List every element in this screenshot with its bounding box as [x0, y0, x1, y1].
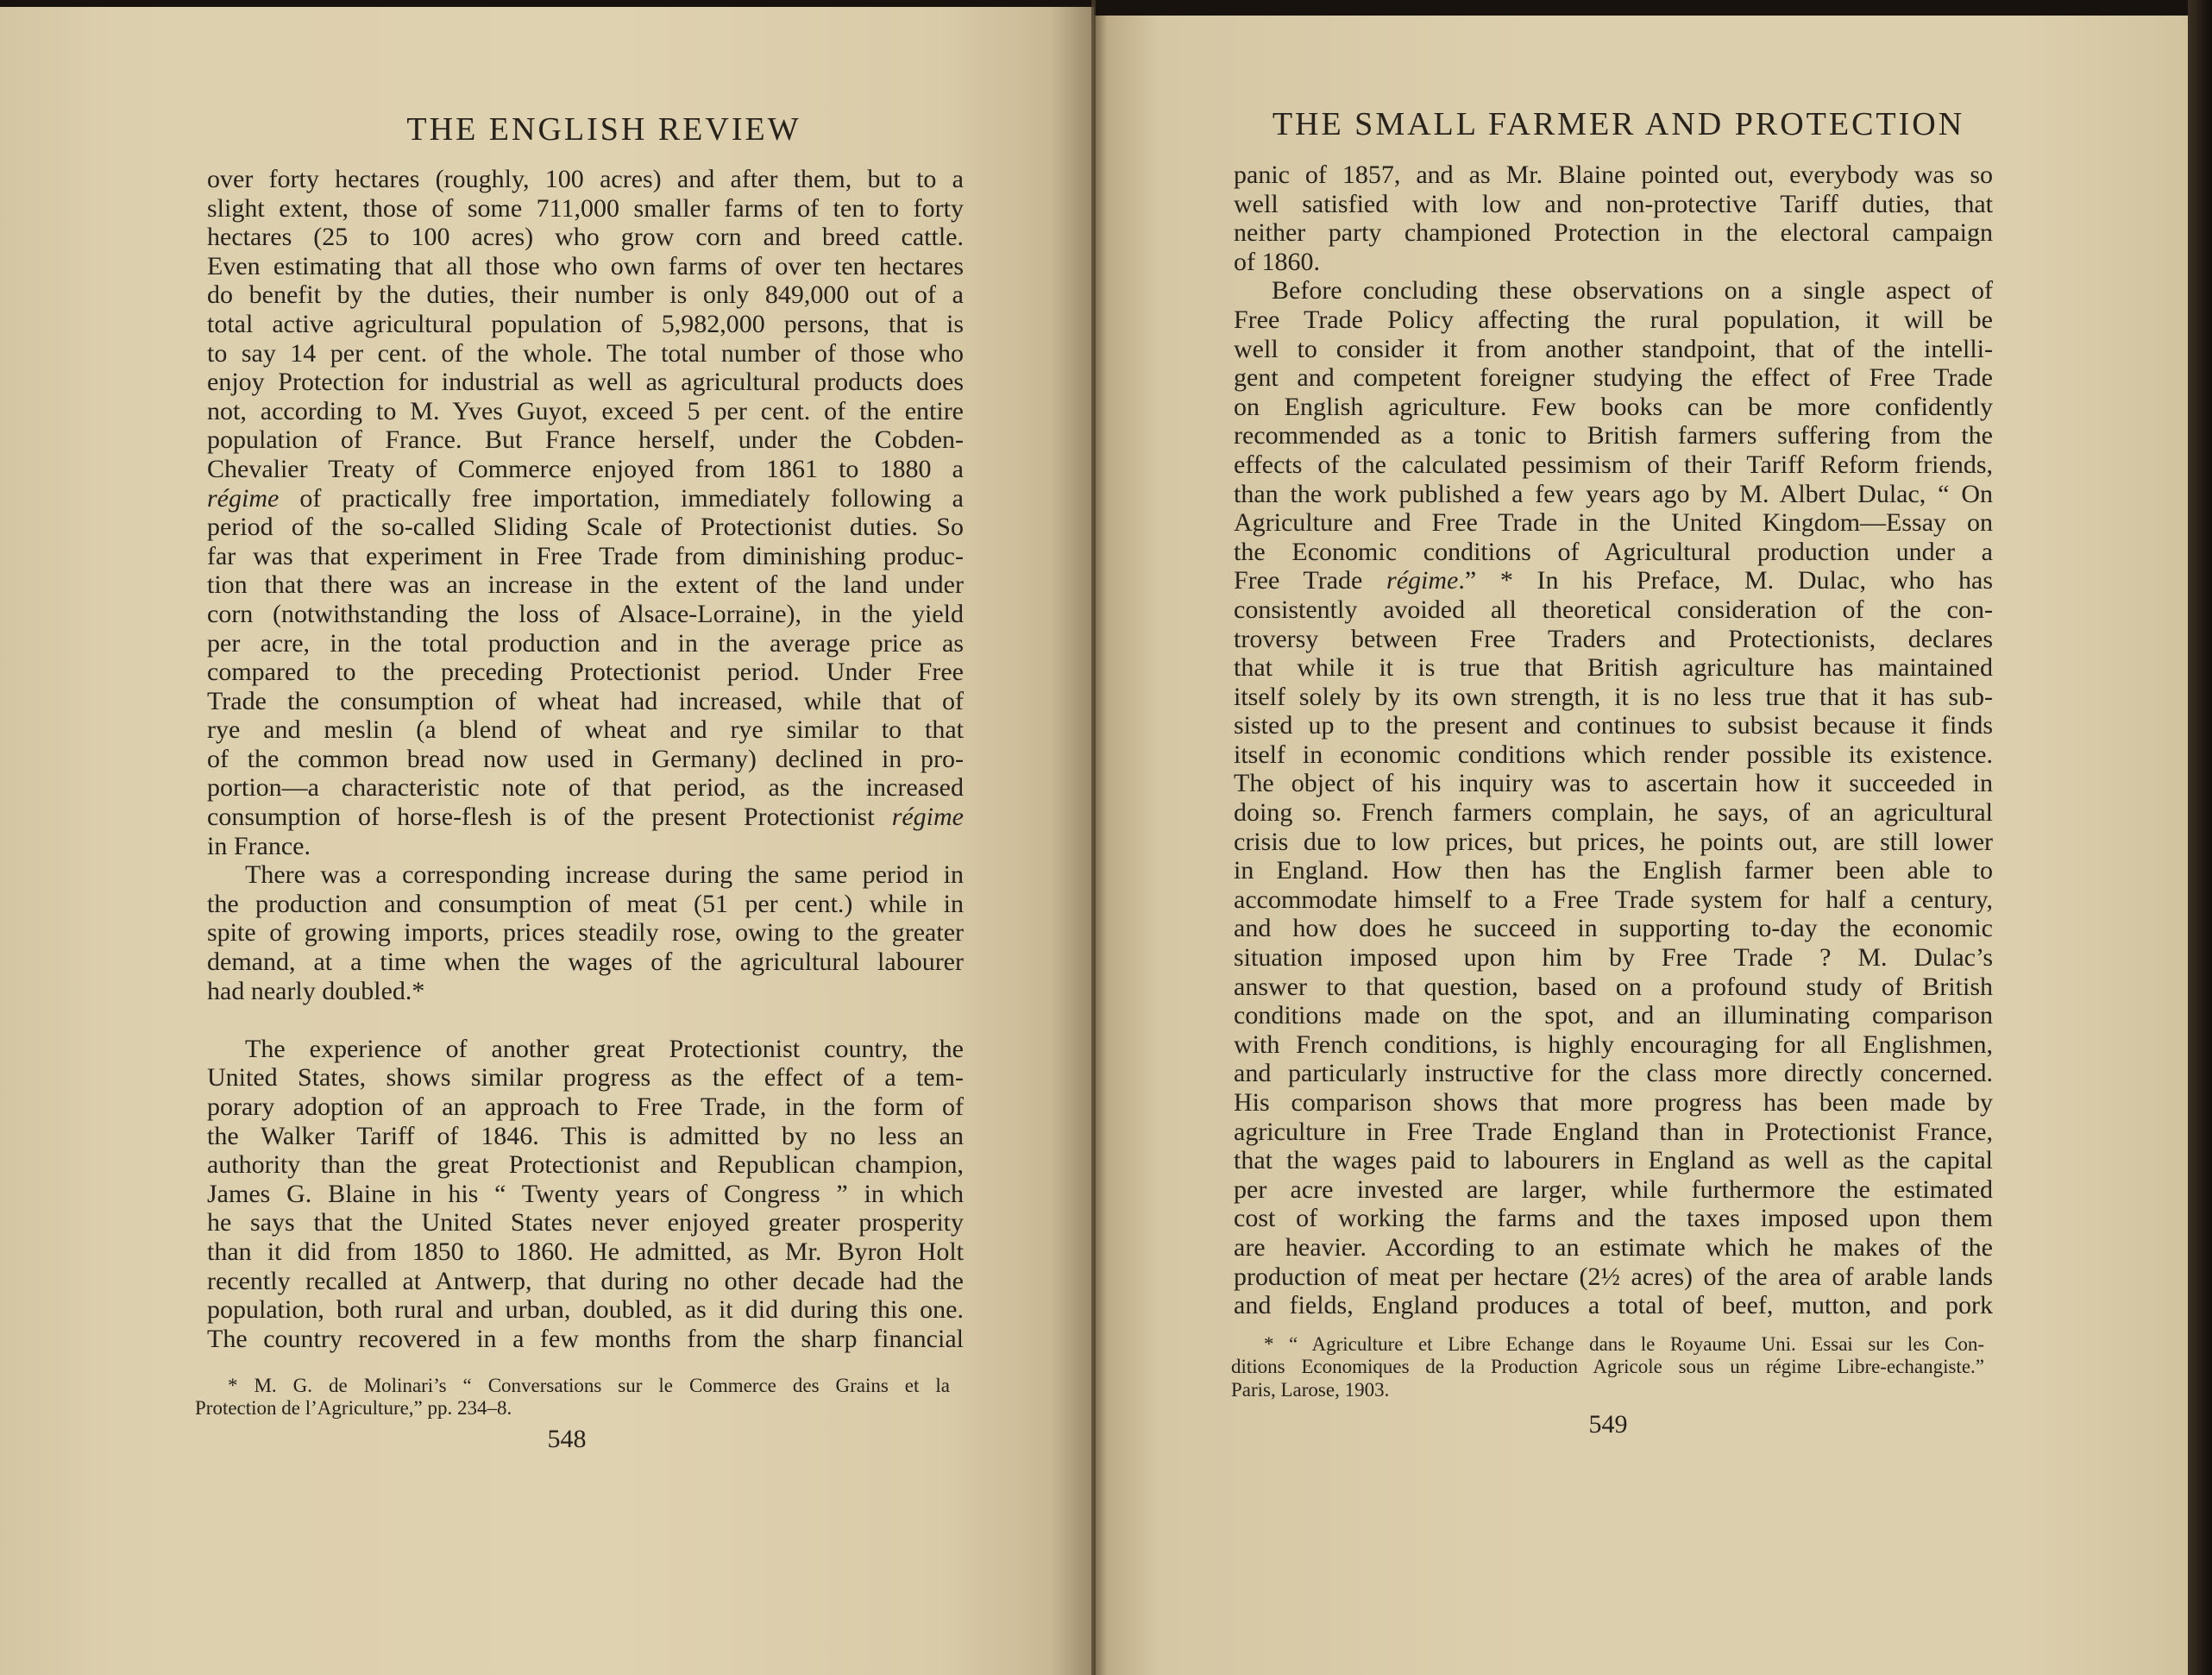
text-line: Trade the consumption of wheat had increased, while that of — [207, 686, 964, 715]
footnote-line: Protection de l’Agriculture,” pp. 234–8. — [195, 1397, 512, 1420]
text-line: James G. Blaine in his “ Twenty years of Congress ” in which — [207, 1179, 964, 1208]
text-line: consistently avoided all theoretical consideration of the con- — [1234, 595, 1993, 624]
page-number-left: 548 — [547, 1425, 587, 1453]
text-line: Free Trade Policy affecting the rural population, it will be — [1234, 305, 1993, 334]
text-line: do benefit by the duties, their number is only 849,000 out of a — [207, 280, 964, 310]
text-section — [207, 165, 964, 1005]
text-line: per acre invested are larger, while furthermore the estimated — [1234, 1174, 1993, 1204]
text-line: neither party championed Protection in the electoral campaign — [1234, 218, 1993, 248]
text-line: not, according to M. Yves Guyot, exceed 5 per cent. of the entire — [207, 396, 964, 425]
text-line: hectares (25 to 100 acres) who grow corn and breed cattle. — [207, 223, 964, 252]
text-line: are heavier. According to an estimate which he makes of the — [1234, 1232, 1993, 1262]
text-line: His comparison shows that more progress has been made by — [1234, 1088, 1993, 1117]
running-head-left: THE ENGLISH REVIEW — [406, 111, 801, 148]
text-line: of 1860. — [1234, 247, 1320, 276]
paragraph — [207, 860, 964, 1005]
left-page-body — [207, 165, 964, 1353]
text-line: cost of working the farms and the taxes imposed upon them — [1234, 1204, 1993, 1233]
paragraph — [207, 1035, 964, 1354]
italic-word: régime — [1386, 566, 1459, 595]
text-line — [1234, 566, 1993, 595]
text-line: crisis due to low prices, but prices, he points out, are still lower — [1234, 827, 1993, 856]
text-line: Before concluding these observations on a single aspect of — [1272, 276, 1993, 305]
text-line — [207, 803, 964, 832]
text-line: with French conditions, is highly encouraging for all Englishmen, — [1234, 1030, 1993, 1059]
page-number-right: 549 — [1588, 1410, 1628, 1439]
paragraph — [1234, 161, 1993, 276]
text-line: in France. — [207, 831, 311, 860]
text-line: the Economic conditions of Agricultural production under a — [1234, 537, 1993, 566]
text-line: gent and competent foreigner studying the effect of Free Trade — [1234, 363, 1993, 393]
text-run: Free Trade — [1234, 566, 1387, 595]
text-line: corn (notwithstanding the loss of Alsace-Lorraine), in the yield — [207, 599, 964, 628]
text-line: production of meat per hectare (2½ acres) of the area of arable lands — [1234, 1262, 1993, 1291]
text-line: that while it is true that British agriculture has maintained — [1234, 653, 1993, 683]
text-run: .” * In his Preface, M. Dulac, who has — [1458, 566, 1994, 595]
text-line: conditions made on the spot, and an illuminating comparison — [1234, 1001, 1993, 1030]
text-line: than it did from 1850 to 1860. He admitted, as Mr. Byron Holt — [207, 1237, 964, 1266]
text-line: porary adoption of an approach to Free Trade, in the form of — [207, 1093, 964, 1121]
text-line: itself solely by its own strength, it is no less true that it has sub- — [1234, 682, 1993, 711]
text-line: authority than the great Protectionist and Republican champion, — [207, 1150, 964, 1180]
text-line: slight extent, those of some 711,000 smaller farms of ten to forty — [207, 193, 964, 223]
text-line: compared to the preceding Protectionist period. Under Free — [207, 658, 964, 687]
text-line: troversy between Free Traders and Protectionists, declares — [1234, 624, 1993, 653]
text-line: on English agriculture. Few books can be more confidently — [1234, 392, 1993, 421]
text-line: accommodate himself to a Free Trade system for half a century, — [1234, 885, 1993, 914]
text-line: of the common bread now used in Germany) declined in pro- — [207, 744, 964, 773]
text-line: doing so. French farmers complain, he says, of an agricultural — [1234, 798, 1993, 828]
text-line: far was that experiment in Free Trade from diminishing produc- — [207, 541, 964, 570]
text-line: the production and consumption of meat (51 per cent.) while in — [207, 889, 964, 918]
text-line: recommended as a tonic to British farmers suffering from the — [1234, 421, 1993, 450]
text-line: that the wages paid to labourers in England as well as the capital — [1234, 1146, 1993, 1175]
text-run: consumption of horse-flesh is of the present Protectionist — [207, 803, 892, 832]
text-line: Even estimating that all those who own farms of over ten hectares — [207, 251, 964, 280]
text-run: of practically free importation, immediately following a — [279, 483, 964, 513]
text-line: in England. How then has the English farmer been able to — [1234, 856, 1993, 885]
text-line: period of the so-called Sliding Scale of Protectionist duties. So — [207, 513, 964, 542]
footnote-line: Paris, Larose, 1903. — [1231, 1378, 1390, 1401]
paragraph — [1234, 276, 1993, 1319]
right-page-body — [1234, 161, 1993, 1320]
italic-word: régime — [891, 803, 964, 832]
footnote-line: ditions Economiques de la Production Agricole sous un régime Libre-echangiste.” — [1231, 1356, 1984, 1378]
text-line: well to consider it from another standpoint, that of the intelli- — [1234, 334, 1993, 363]
book-cover-edge — [2188, 0, 2212, 1675]
text-line: agriculture in Free Trade England than in Protectionist France, — [1234, 1117, 1993, 1146]
text-line: The country recovered in a few months from the sharp financial — [207, 1324, 964, 1353]
text-line: The object of his inquiry was to ascertain how it succeeded in — [1234, 769, 1993, 798]
text-line: tion that there was an increase in the extent of the land under — [207, 570, 964, 600]
text-line: well satisfied with low and non-protective Tariff duties, that — [1234, 189, 1993, 218]
text-section — [1234, 161, 1993, 1320]
text-line: and how does he succeed in supporting to-day the economic — [1234, 914, 1993, 943]
text-line: to say 14 per cent. of the whole. The total number of those who — [207, 338, 964, 368]
text-line: United States, shows similar progress as the effect of a tem- — [207, 1063, 964, 1093]
footnote-line: * “ Agriculture et Libre Echange dans le Royaume Uni. Essai sur les Con- — [1264, 1333, 1984, 1355]
text-line: population, both rural and urban, doubled, as it did during this one. — [207, 1295, 964, 1325]
italic-word: régime — [207, 483, 280, 513]
text-line: total active agricultural population of 5,982,000 persons, that is — [207, 309, 964, 338]
text-line: than the work published a few years ago by M. Albert Dulac, “ On — [1234, 479, 1993, 508]
text-section — [207, 1035, 964, 1354]
book-gutter — [1091, 0, 1096, 1675]
text-line: sisted up to the present and continues to subsist because it finds — [1234, 711, 1993, 740]
text-line: Chevalier Treaty of Commerce enjoyed from 1861 to 1880 a — [207, 454, 964, 483]
text-line: and fields, England produces a total of beef, mutton, and pork — [1234, 1291, 1993, 1320]
text-line — [207, 484, 964, 513]
text-line: Agriculture and Free Trade in the United Kingdom—Essay on — [1234, 508, 1993, 538]
running-head-right: THE SMALL FARMER AND PROTECTION — [1272, 106, 1965, 142]
text-line: he says that the United States never enjoyed greater prosperity — [207, 1208, 964, 1237]
text-line: population of France. But France herself, under the Cobden- — [207, 425, 964, 455]
text-line: demand, at a time when the wages of the agricultural labourer — [207, 948, 964, 977]
text-line: the Walker Tariff of 1846. This is admitted by no less an — [207, 1121, 964, 1150]
text-line: situation imposed upon him by Free Trade ? M. Dulac’s — [1234, 943, 1993, 973]
text-line: rye and meslin (a blend of wheat and rye similar to that — [207, 715, 964, 745]
text-line: answer to that question, based on a profound study of British — [1234, 972, 1993, 1001]
paragraph — [207, 165, 964, 860]
text-line: recently recalled at Antwerp, that during no other decade had the — [207, 1266, 964, 1295]
text-line: spite of growing imports, prices steadily rose, owing to the greater — [207, 918, 964, 948]
footnote-line: * M. G. de Molinari’s “ Conversations sur le Commerce des Grains et la — [228, 1375, 950, 1396]
text-line: enjoy Protection for industrial as well as agricultural products does — [207, 368, 964, 397]
right-page-footnote — [1231, 1333, 1984, 1401]
text-line: and particularly instructive for the class more directly concerned. — [1234, 1059, 1993, 1088]
text-line: had nearly doubled.* — [207, 976, 425, 1005]
text-line: There was a corresponding increase during the same period in — [245, 860, 964, 890]
text-line: portion—a characteristic note of that period, as the increased — [207, 773, 964, 803]
text-line: per acre, in the total production and in the average price as — [207, 628, 964, 658]
text-line: itself in economic conditions which render possible its existence. — [1234, 740, 1993, 769]
text-line: panic of 1857, and as Mr. Blaine pointed out, everybody was so — [1234, 161, 1993, 189]
text-line: over forty hectares (roughly, 100 acres) and after them, but to a — [207, 165, 964, 193]
text-line: The experience of another great Protectionist country, the — [245, 1034, 964, 1063]
left-page-footnote — [195, 1375, 950, 1420]
text-line: effects of the calculated pessimism of their Tariff Reform friends, — [1234, 450, 1993, 479]
